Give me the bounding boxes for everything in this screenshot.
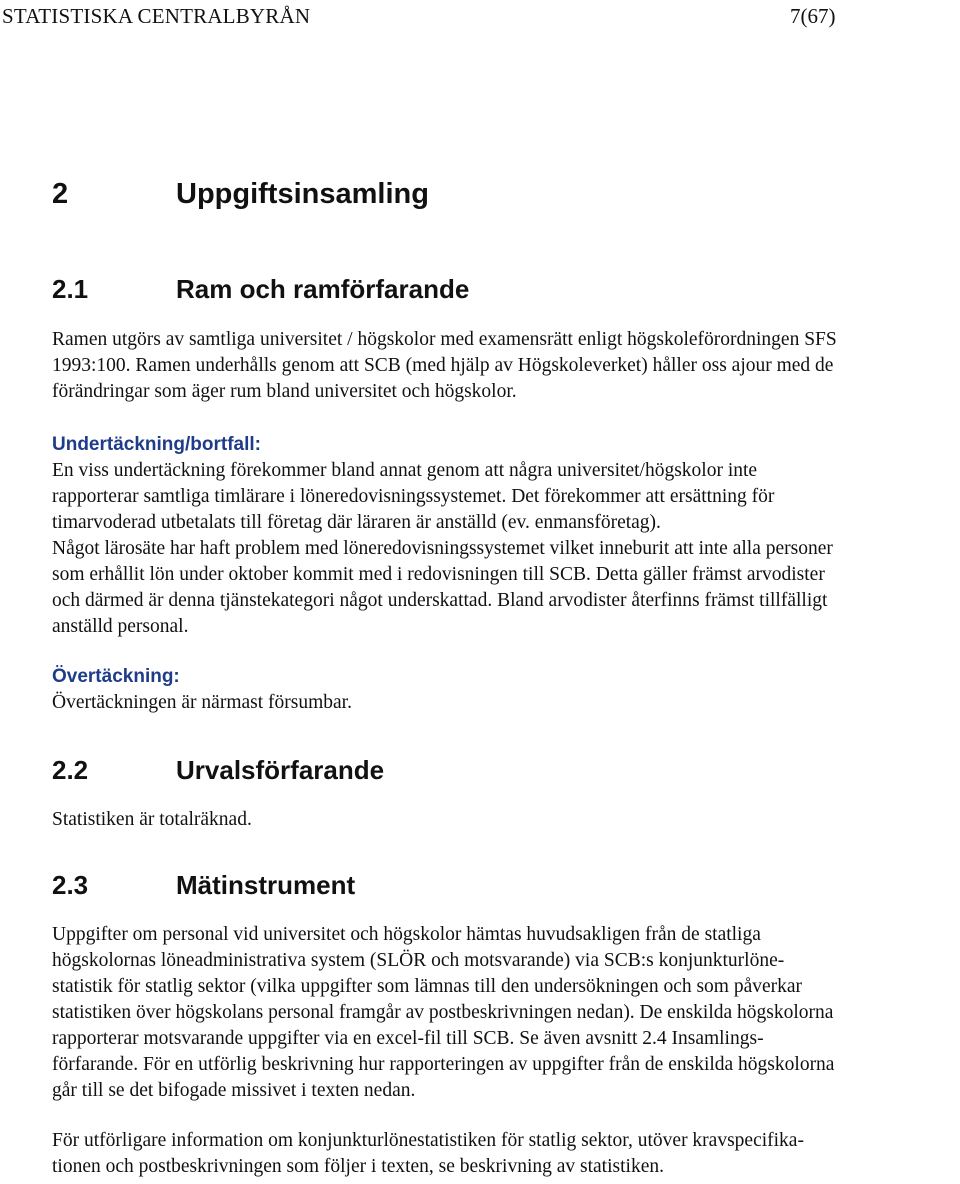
paragraph-line: som erhållit lön under oktober kommit med i redovisningen till SCB. Detta gäller främst arvodister (52, 564, 825, 585)
section-heading-2-3 (52, 870, 356, 901)
paragraph-matinstrument-2 (52, 1128, 960, 1180)
paragraph-line: 1993:100. Ramen underhålls genom att SCB (med hjälp av Högskoleverket) håller oss ajour med de (52, 355, 834, 376)
paragraph-line: rapporterar motsvarande uppgifter via en excel-fil till SCB. Se även avsnitt 2.4 Insamlings- (52, 1028, 764, 1049)
paragraph-line: Uppgifter om personal vid universitet och högskolor hämtas huvudsakligen från de statliga (52, 924, 761, 945)
section-title: Urvalsförfarande (176, 755, 385, 785)
paragraph-line: förfarande. För en utförlig beskrivning hur rapporteringen av uppgifter från de enskilda högskolorna (52, 1054, 835, 1075)
paragraph-matinstrument-1 (52, 922, 960, 1104)
paragraph-line: och därmed är denna tjänstekategori något underskattad. Bland arvodister återfinns främst tillfälligt (52, 590, 828, 611)
paragraph-line: statistiken över högskolans personal framgår av postbeskrivningen nedan). De enskilda högskolorna (52, 1002, 834, 1023)
paragraph-line: tionen och postbeskrivningen som följer i texten, se beskrivning av statistiken. (52, 1156, 664, 1177)
header-page-number: 7(67) (790, 4, 836, 28)
paragraph-urval (52, 807, 960, 833)
paragraph-line: går till se det bifogade missivet i texten nedan. (52, 1080, 416, 1101)
paragraph-line: anställd personal. (52, 616, 189, 637)
paragraph-line: högskolornas löneadministrativa system (SLÖR och motsvarande) via SCB:s konjunkturlöne- (52, 950, 785, 971)
chapter-title: Uppgiftsinsamling (176, 178, 429, 210)
paragraph-line: Ramen utgörs av samtliga universitet / högskolor med examensrätt enligt högskoleförordningen SFS (52, 329, 837, 350)
paragraph-line: Något lärosäte har haft problem med löneredovisningssystemet vilket inneburit att inte alla personer (52, 538, 833, 559)
section-number: 2.1 (52, 274, 89, 304)
paragraph-ram (52, 327, 960, 405)
section-title: Mätinstrument (176, 870, 356, 900)
paragraph-line: rapporterar samtliga timlärare i löneredovisningssystemet. Det förekommer att ersättning för (52, 486, 775, 507)
chapter-number: 2 (52, 178, 69, 210)
paragraph-line: förändringar som äger rum bland universitet och högskolor. (52, 381, 517, 402)
paragraph-line: statistik för statlig sektor (vilka uppgifter som lämnas till den undersökningen och som påverkar (52, 976, 803, 997)
chapter-heading (52, 178, 429, 211)
undercoverage-block (52, 432, 960, 640)
header-agency-name: STATISTISKA CENTRALBYRÅN (2, 4, 311, 28)
section-title: Ram och ramförfarande (176, 274, 470, 304)
paragraph-line: timarvoderad utbetalats till företag där läraren är anställd (ev. enmansföretag). (52, 512, 661, 533)
section-heading-2-2 (52, 755, 385, 786)
paragraph-line: För utförligare information om konjunkturlönestatistiken för statlig sektor, utöver kravspecifika- (52, 1130, 804, 1151)
undercoverage-heading: Undertäckning/bortfall: (52, 434, 262, 455)
overcoverage-block (52, 664, 960, 716)
section-number: 2.3 (52, 870, 89, 900)
section-heading-2-1 (52, 274, 470, 305)
paragraph-line: En viss undertäckning förekommer bland annat genom att några universitet/högskolor inte (52, 460, 758, 481)
section-number: 2.2 (52, 755, 89, 785)
overcoverage-heading: Övertäckning: (52, 666, 180, 687)
overcoverage-text: Övertäckningen är närmast försumbar. (52, 692, 352, 713)
paragraph-line: Statistiken är totalräknad. (52, 809, 252, 830)
